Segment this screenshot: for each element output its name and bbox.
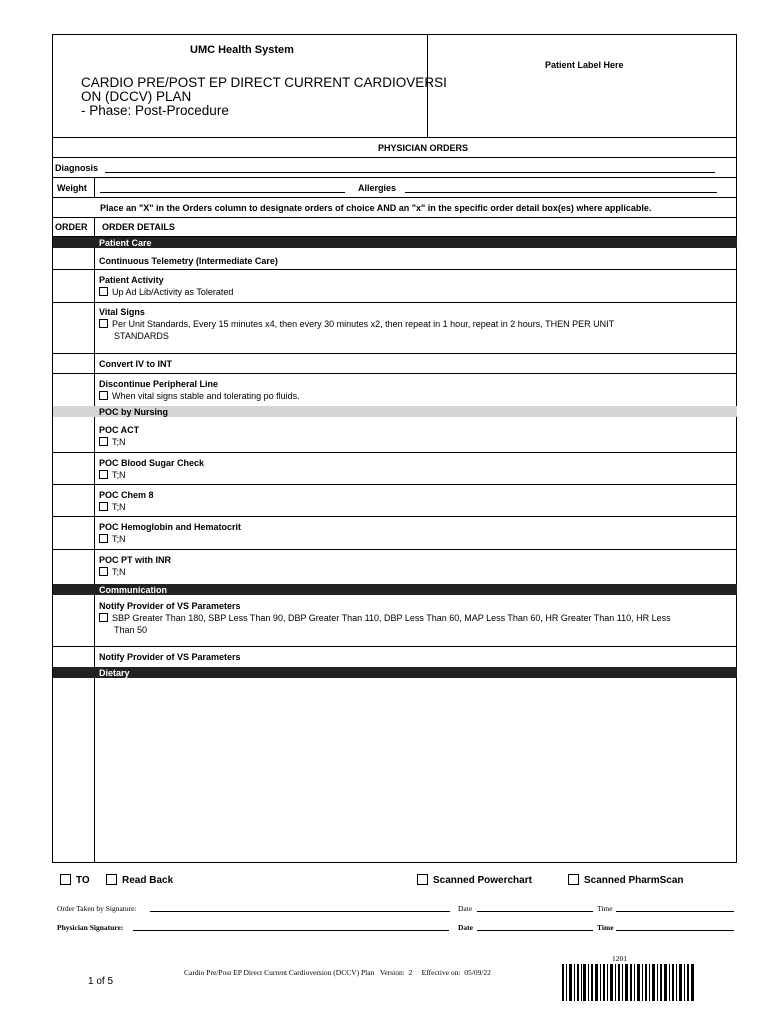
- section-poc-nursing: POC by Nursing: [53, 406, 737, 417]
- order-title: POC Hemoglobin and Hematocrit: [99, 522, 242, 532]
- order-title: POC Blood Sugar Check: [99, 458, 205, 468]
- rule: [52, 549, 737, 550]
- rule: [52, 353, 737, 354]
- checkbox[interactable]: [99, 534, 108, 543]
- order-taken-signature-field[interactable]: [150, 911, 450, 912]
- order-notify-provider-2: [99, 651, 739, 663]
- rule: [52, 452, 737, 453]
- order-option-continued: Than 50: [114, 625, 148, 635]
- order-title: POC ACT: [99, 425, 140, 435]
- order-taken-label: Order Taken by Signature:: [57, 904, 137, 913]
- rule: [52, 177, 737, 178]
- rule: [52, 197, 737, 198]
- rule: [52, 217, 737, 218]
- page-number: 1 of 5: [88, 976, 114, 987]
- order-option: SBP Greater Than 180, SBP Less Than 90, DBP Greater Than 110, DBP Less Than 60, MAP Less Than 60, HR Greater Than 110, HR Less: [112, 613, 671, 623]
- rule: [52, 269, 737, 270]
- section-communication: Communication: [53, 584, 737, 595]
- physician-signature-label: Physician Signature:: [57, 923, 124, 932]
- checkbox[interactable]: [99, 391, 108, 400]
- form-phase: - Phase: Post-Procedure: [81, 103, 229, 118]
- order-title: POC PT with INR: [99, 555, 171, 565]
- order-title: Notify Provider of VS Parameters: [99, 601, 241, 611]
- time-field[interactable]: [616, 911, 734, 912]
- document-footer: Cardio Pre/Post EP Direct Current Cardioversion (DCCV) Plan Version: 2 Effective on: 05/09/22: [184, 968, 491, 977]
- instructions: Place an "X" in the Orders column to designate orders of choice AND an "x" in the specific order detail box(es) where applicable.: [100, 203, 652, 213]
- org-name: UMC Health System: [190, 44, 294, 56]
- order-poc-blood-sugar: [99, 457, 739, 481]
- time-label: Time: [597, 904, 613, 913]
- order-vital-signs: [99, 306, 739, 342]
- to-option[interactable]: TO: [60, 874, 90, 886]
- barcode-icon: [562, 964, 694, 1001]
- read-back-option[interactable]: Read Back: [106, 874, 173, 886]
- rule: [52, 646, 737, 647]
- rule: [52, 302, 737, 303]
- order-title: Patient Activity: [99, 275, 164, 285]
- checkbox[interactable]: [99, 470, 108, 479]
- order-title: Notify Provider of VS Parameters: [99, 652, 241, 662]
- date-label: Date: [458, 904, 473, 913]
- time-field[interactable]: [616, 930, 734, 931]
- order-option: Up Ad Lib/Activity as Tolerated: [112, 287, 234, 297]
- order-option: T;N: [112, 502, 126, 512]
- order-option: T;N: [112, 470, 126, 480]
- section-patient-care: Patient Care: [53, 237, 737, 248]
- order-form-frame: [52, 34, 737, 863]
- allergies-label: Allergies: [358, 183, 397, 193]
- checkbox[interactable]: [99, 319, 108, 328]
- order-option: T;N: [112, 437, 126, 447]
- order-title: Continuous Telemetry (Intermediate Care): [99, 256, 278, 266]
- checkbox[interactable]: [99, 287, 108, 296]
- order-poc-chem8: [99, 489, 739, 513]
- rule: [52, 516, 737, 517]
- section-dietary: Dietary: [53, 667, 737, 678]
- scanned-powerchart-option[interactable]: Scanned Powerchart: [417, 874, 532, 886]
- allergies-field[interactable]: [405, 192, 717, 193]
- time-label: Time: [597, 923, 614, 932]
- order-notify-provider: [99, 600, 739, 636]
- physician-signature-field[interactable]: [133, 930, 449, 931]
- rule: [94, 177, 95, 197]
- form-title-line: CARDIO PRE/POST EP DIRECT CURRENT CARDIOVERSI: [81, 75, 447, 90]
- rule: [52, 157, 737, 158]
- patient-label-area: Patient Label Here: [545, 60, 624, 70]
- order-convert-iv: [99, 358, 739, 370]
- weight-field[interactable]: [100, 192, 345, 193]
- diagnosis-field[interactable]: [105, 172, 715, 173]
- order-poc-hh: [99, 521, 739, 545]
- order-title: Convert IV to INT: [99, 359, 173, 369]
- scanned-powerchart-checkbox[interactable]: [417, 874, 428, 885]
- order-option: Per Unit Standards, Every 15 minutes x4, then every 30 minutes x2, then repeat in 1 hour, repeat in 2 hours, THEN PER UNIT: [112, 319, 615, 329]
- scanned-pharmscan-option[interactable]: Scanned PharmScan: [568, 874, 683, 886]
- to-checkbox[interactable]: [60, 874, 71, 885]
- checkbox[interactable]: [99, 437, 108, 446]
- order-option: T;N: [112, 567, 126, 577]
- order-option-continued: STANDARDS: [114, 331, 169, 341]
- date-field[interactable]: [477, 911, 593, 912]
- order-title: Vital Signs: [99, 307, 145, 317]
- rule: [52, 484, 737, 485]
- order-title: Discontinue Peripheral Line: [99, 379, 219, 389]
- order-details-column-header: ORDER DETAILS: [102, 222, 175, 232]
- order-title: POC Chem 8: [99, 490, 154, 500]
- read-back-checkbox[interactable]: [106, 874, 117, 885]
- form-title-line: ON (DCCV) PLAN: [81, 89, 192, 104]
- order-poc-act: [99, 424, 739, 448]
- scanned-pharmscan-checkbox[interactable]: [568, 874, 579, 885]
- order-column-header: ORDER: [55, 222, 88, 232]
- order-option: When vital signs stable and tolerating po fluids.: [112, 391, 300, 401]
- checkbox[interactable]: [99, 567, 108, 576]
- orders-heading: PHYSICIAN ORDERS: [378, 143, 469, 153]
- date-label: Date: [458, 923, 473, 932]
- date-field[interactable]: [477, 930, 593, 931]
- rule: [52, 137, 737, 138]
- order-patient-activity: [99, 274, 739, 298]
- rule: [52, 373, 737, 374]
- checkbox[interactable]: [99, 502, 108, 511]
- barcode-number: 1201: [612, 954, 627, 963]
- order-option: T;N: [112, 534, 126, 544]
- weight-label: Weight: [57, 183, 87, 193]
- form-title: [81, 76, 447, 118]
- order-telemetry: [99, 255, 739, 267]
- order-discontinue-line: [99, 378, 739, 402]
- order-column-divider: [94, 217, 95, 863]
- checkbox[interactable]: [99, 613, 108, 622]
- diagnosis-label: Diagnosis: [55, 163, 99, 173]
- order-poc-pt-inr: [99, 554, 739, 578]
